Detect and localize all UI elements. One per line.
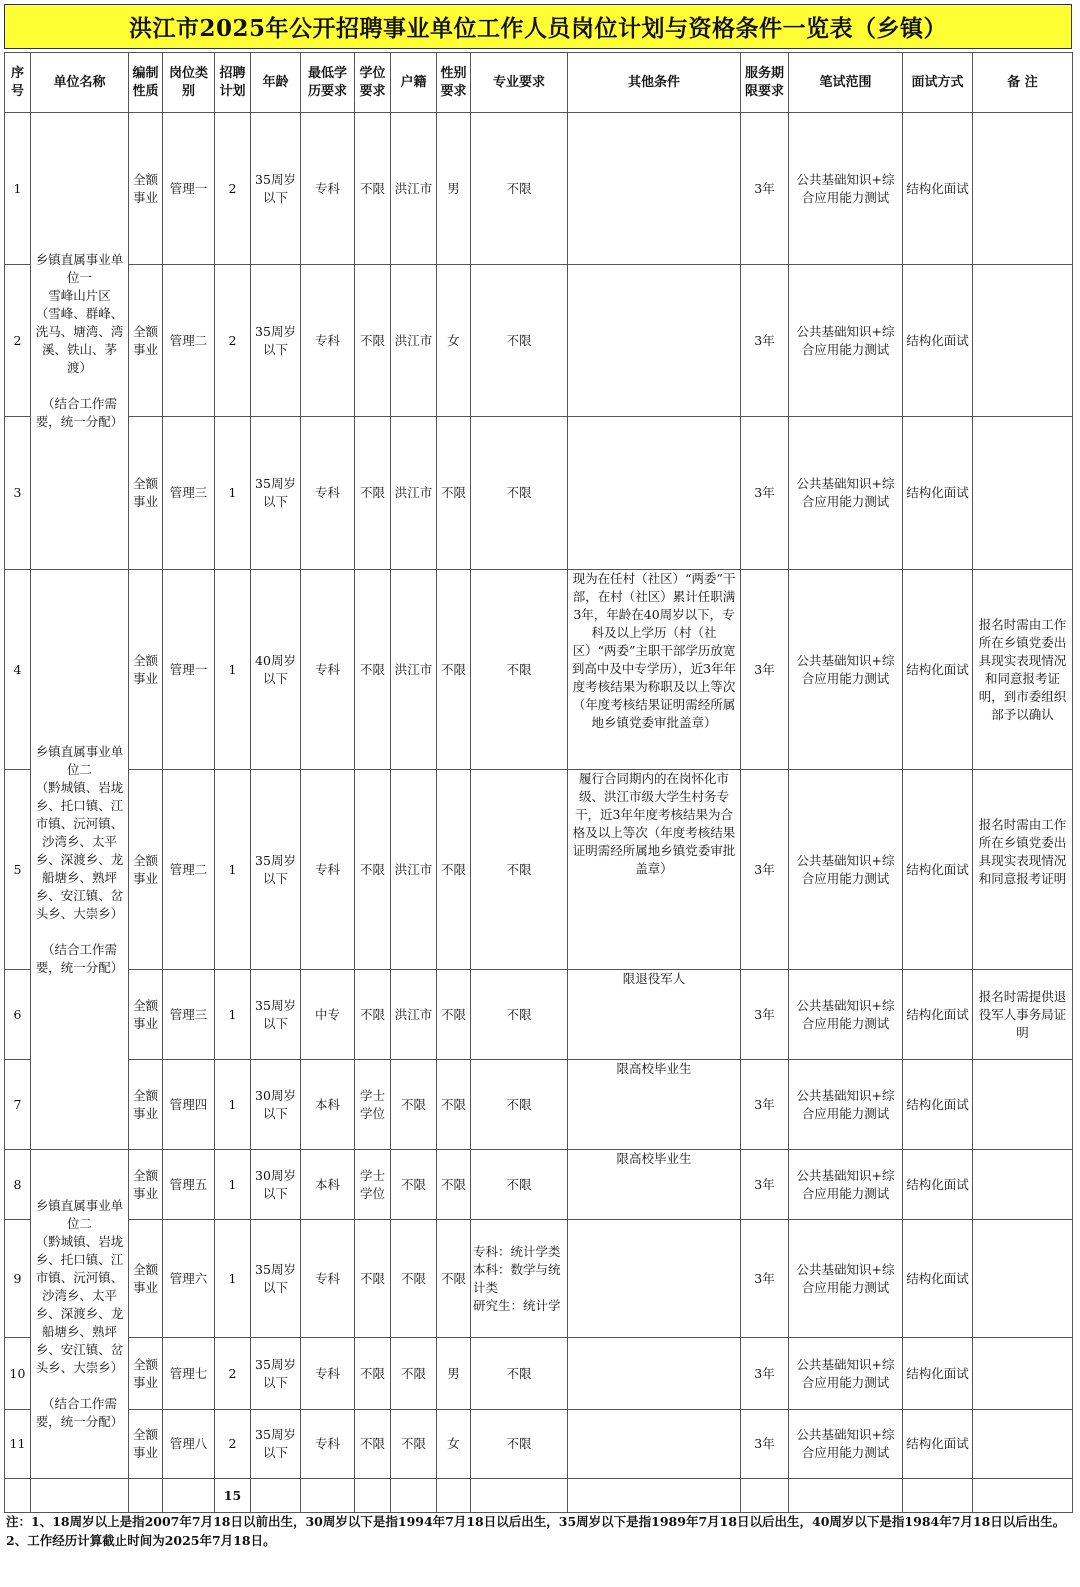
- cell-gender: 女: [437, 265, 471, 417]
- cell-degree: 不限: [355, 265, 391, 417]
- header-row: [5, 53, 1073, 113]
- cell-huji: 洪江市: [391, 970, 437, 1060]
- cell-nature: 全额事业: [129, 417, 163, 570]
- table-row: [5, 1338, 1073, 1410]
- cell-edu: 专科: [301, 417, 355, 570]
- cell-age: 40周岁以下: [251, 570, 301, 770]
- cell-major: 不限: [471, 1410, 568, 1479]
- cell-category: 管理五: [163, 1150, 215, 1220]
- cell-degree: 不限: [355, 1410, 391, 1479]
- cell-exam: 公共基础知识+综合应用能力测试: [789, 1060, 903, 1150]
- cell-other: [568, 113, 741, 265]
- cell-edu: 本科: [301, 1150, 355, 1220]
- cell-interview: 结构化面试: [903, 1338, 973, 1410]
- cell-gender: 不限: [437, 1060, 471, 1150]
- cell-remark: [973, 1338, 1073, 1410]
- cell-seq: 8: [5, 1150, 31, 1220]
- cell-degree: 不限: [355, 970, 391, 1060]
- cell-gender: 不限: [437, 970, 471, 1060]
- cell-degree: 不限: [355, 417, 391, 570]
- cell-edu: 专科: [301, 1410, 355, 1479]
- cell-degree: 不限: [355, 113, 391, 265]
- page-title: 洪江市2025年公开招聘事业单位工作人员岗位计划与资格条件一览表（乡镇）: [4, 4, 1072, 49]
- cell-huji: 不限: [391, 1150, 437, 1220]
- cell-seq: 5: [5, 770, 31, 970]
- cell-huji: 洪江市: [391, 417, 437, 570]
- header-degree: 学位要求: [355, 53, 391, 113]
- cell-interview: 结构化面试: [903, 1220, 973, 1338]
- cell-remark: 报名时需由工作所在乡镇党委出具现实表现情况和同意报考证明，到市委组织部予以确认: [973, 570, 1073, 770]
- header-edu: 最低学历要求: [301, 53, 355, 113]
- cell-major: 不限: [471, 570, 568, 770]
- cell-exam: 公共基础知识+综合应用能力测试: [789, 970, 903, 1060]
- cell-age: 35周岁以下: [251, 970, 301, 1060]
- cell-empty: [471, 1479, 568, 1513]
- cell-category: 管理四: [163, 1060, 215, 1150]
- cell-remark: [973, 1060, 1073, 1150]
- cell-unit-name: 乡镇直属事业单位二 （黔城镇、岩垅乡、托口镇、江市镇、沅河镇、沙湾乡、太平乡、深渡乡、龙船塘乡、熟坪乡、安江镇、岔头乡、大崇乡） （结合工作需要，统一分配）: [31, 1150, 129, 1479]
- cell-other: 限高校毕业生: [568, 1150, 741, 1220]
- cell-category: 管理八: [163, 1410, 215, 1479]
- cell-gender: 不限: [437, 770, 471, 970]
- cell-service: 3年: [741, 770, 789, 970]
- header-nature: 编制性质: [129, 53, 163, 113]
- cell-category: 管理三: [163, 970, 215, 1060]
- cell-plan: 2: [215, 113, 251, 265]
- cell-empty: [163, 1479, 215, 1513]
- cell-empty: [5, 1479, 31, 1513]
- cell-service: 3年: [741, 113, 789, 265]
- cell-edu: 专科: [301, 265, 355, 417]
- header-seq: 序号: [5, 53, 31, 113]
- cell-edu: 专科: [301, 1338, 355, 1410]
- cell-major: 不限: [471, 1060, 568, 1150]
- cell-exam: 公共基础知识+综合应用能力测试: [789, 1150, 903, 1220]
- cell-age: 35周岁以下: [251, 770, 301, 970]
- cell-huji: 不限: [391, 1220, 437, 1338]
- header-remark: 备 注: [973, 53, 1073, 113]
- cell-empty: [355, 1479, 391, 1513]
- cell-age: 35周岁以下: [251, 1220, 301, 1338]
- cell-other: [568, 1410, 741, 1479]
- cell-plan: 1: [215, 1220, 251, 1338]
- header-major: 专业要求: [471, 53, 568, 113]
- cell-remark: [973, 265, 1073, 417]
- cell-huji: 洪江市: [391, 770, 437, 970]
- cell-plan: 2: [215, 1410, 251, 1479]
- cell-seq: 6: [5, 970, 31, 1060]
- cell-nature: 全额事业: [129, 770, 163, 970]
- cell-nature: 全额事业: [129, 1220, 163, 1338]
- cell-other: [568, 265, 741, 417]
- cell-plan: 1: [215, 1150, 251, 1220]
- cell-unit-name: 乡镇直属事业单位一 雪峰山片区 （雪峰、群峰、洗马、塘湾、湾溪、铁山、茅渡） （结合工作需要，统一分配）: [31, 113, 129, 570]
- cell-major: 不限: [471, 1150, 568, 1220]
- header-plan: 招聘计划: [215, 53, 251, 113]
- cell-age: 30周岁以下: [251, 1150, 301, 1220]
- cell-other: [568, 1338, 741, 1410]
- cell-seq: 4: [5, 570, 31, 770]
- cell-edu: 中专: [301, 970, 355, 1060]
- cell-other: 现为在任村（社区）“两委”干部，在村（社区）累计任职满3年，年龄在40周岁以下，专科及以上学历（村（社区）“两委”主职干部学历放宽到高中及中专学历），近3年年度考核结果为称职及以上等次（年度考核结果证明需经所属地乡镇党委审批盖章）: [568, 570, 741, 770]
- cell-degree: 学士学位: [355, 1150, 391, 1220]
- cell-huji: 不限: [391, 1410, 437, 1479]
- cell-exam: 公共基础知识+综合应用能力测试: [789, 1220, 903, 1338]
- cell-gender: 女: [437, 1410, 471, 1479]
- cell-category: 管理一: [163, 570, 215, 770]
- cell-huji: 不限: [391, 1338, 437, 1410]
- cell-degree: 不限: [355, 1220, 391, 1338]
- cell-exam: 公共基础知识+综合应用能力测试: [789, 417, 903, 570]
- cell-service: 3年: [741, 1220, 789, 1338]
- cell-age: 35周岁以下: [251, 417, 301, 570]
- cell-gender: 男: [437, 1338, 471, 1410]
- recruitment-table: [4, 52, 1073, 1513]
- header-service: 服务期限要求: [741, 53, 789, 113]
- cell-service: 3年: [741, 570, 789, 770]
- cell-empty: [301, 1479, 355, 1513]
- cell-huji: 洪江市: [391, 265, 437, 417]
- total-row: [5, 1479, 1073, 1513]
- table-row: [5, 1220, 1073, 1338]
- header-category: 岗位类别: [163, 53, 215, 113]
- cell-other: [568, 1220, 741, 1338]
- cell-interview: 结构化面试: [903, 1060, 973, 1150]
- cell-interview: 结构化面试: [903, 1410, 973, 1479]
- cell-gender: 不限: [437, 417, 471, 570]
- cell-service: 3年: [741, 417, 789, 570]
- cell-service: 3年: [741, 265, 789, 417]
- cell-plan: 2: [215, 265, 251, 417]
- cell-other: 履行合同期内的在岗怀化市级、洪江市级大学生村务专干，近3年年度考核结果为合格及以上等次（年度考核结果证明需经所属地乡镇党委审批盖章）: [568, 770, 741, 970]
- cell-nature: 全额事业: [129, 1410, 163, 1479]
- cell-degree: 不限: [355, 770, 391, 970]
- table-row: [5, 265, 1073, 417]
- cell-plan: 1: [215, 770, 251, 970]
- cell-nature: 全额事业: [129, 1150, 163, 1220]
- table-row: [5, 770, 1073, 970]
- cell-gender: 不限: [437, 570, 471, 770]
- cell-remark: [973, 417, 1073, 570]
- cell-interview: 结构化面试: [903, 770, 973, 970]
- footnote-2: 2、工作经历计算截止时间为2025年7月18日。: [6, 1533, 276, 1548]
- cell-seq: 2: [5, 265, 31, 417]
- table-row: [5, 1150, 1073, 1220]
- cell-interview: 结构化面试: [903, 113, 973, 265]
- cell-major: 不限: [471, 113, 568, 265]
- cell-age: 35周岁以下: [251, 113, 301, 265]
- cell-category: 管理二: [163, 265, 215, 417]
- cell-remark: [973, 1410, 1073, 1479]
- cell-category: 管理六: [163, 1220, 215, 1338]
- cell-nature: 全额事业: [129, 570, 163, 770]
- cell-major: 专科：统计学类 本科：数学与统计类 研究生：统计学: [471, 1220, 568, 1338]
- cell-huji: 洪江市: [391, 113, 437, 265]
- table-row: [5, 417, 1073, 570]
- cell-service: 3年: [741, 1338, 789, 1410]
- cell-exam: 公共基础知识+综合应用能力测试: [789, 265, 903, 417]
- cell-category: 管理二: [163, 770, 215, 970]
- header-exam: 笔试范围: [789, 53, 903, 113]
- cell-service: 3年: [741, 1410, 789, 1479]
- cell-empty: [903, 1479, 973, 1513]
- table-row: [5, 970, 1073, 1060]
- header-unit: 单位名称: [31, 53, 129, 113]
- footnotes: [4, 1512, 1070, 1550]
- cell-seq: 11: [5, 1410, 31, 1479]
- cell-seq: 10: [5, 1338, 31, 1410]
- cell-exam: 公共基础知识+综合应用能力测试: [789, 113, 903, 265]
- cell-nature: 全额事业: [129, 1060, 163, 1150]
- cell-remark: 报名时需提供退役军人事务局证明: [973, 970, 1073, 1060]
- cell-nature: 全额事业: [129, 265, 163, 417]
- cell-empty: [251, 1479, 301, 1513]
- cell-major: 不限: [471, 770, 568, 970]
- cell-plan: 1: [215, 570, 251, 770]
- cell-age: 35周岁以下: [251, 1410, 301, 1479]
- cell-empty: [31, 1479, 129, 1513]
- cell-category: 管理七: [163, 1338, 215, 1410]
- header-other: 其他条件: [568, 53, 741, 113]
- cell-plan: 1: [215, 417, 251, 570]
- cell-edu: 本科: [301, 1060, 355, 1150]
- cell-gender: 男: [437, 113, 471, 265]
- cell-age: 35周岁以下: [251, 1338, 301, 1410]
- cell-empty: [741, 1479, 789, 1513]
- cell-category: 管理一: [163, 113, 215, 265]
- cell-nature: 全额事业: [129, 113, 163, 265]
- cell-nature: 全额事业: [129, 970, 163, 1060]
- cell-other: [568, 417, 741, 570]
- cell-remark: [973, 113, 1073, 265]
- cell-exam: 公共基础知识+综合应用能力测试: [789, 1338, 903, 1410]
- header-interview: 面试方式: [903, 53, 973, 113]
- cell-category: 管理三: [163, 417, 215, 570]
- cell-seq: 1: [5, 113, 31, 265]
- cell-major: 不限: [471, 417, 568, 570]
- cell-unit-name: 乡镇直属事业单位二 （黔城镇、岩垅乡、托口镇、江市镇、沅河镇、沙湾乡、太平乡、深渡乡、龙船塘乡、熟坪乡、安江镇、岔头乡、大崇乡） （结合工作需要，统一分配）: [31, 570, 129, 1150]
- cell-huji: 洪江市: [391, 570, 437, 770]
- cell-seq: 7: [5, 1060, 31, 1150]
- cell-seq: 9: [5, 1220, 31, 1338]
- cell-other: 限退役军人: [568, 970, 741, 1060]
- cell-empty: [973, 1479, 1073, 1513]
- cell-exam: 公共基础知识+综合应用能力测试: [789, 770, 903, 970]
- table-row: [5, 570, 1073, 770]
- cell-huji: 不限: [391, 1060, 437, 1150]
- cell-degree: 不限: [355, 1338, 391, 1410]
- cell-major: 不限: [471, 1338, 568, 1410]
- header-gender: 性别要求: [437, 53, 471, 113]
- cell-exam: 公共基础知识+综合应用能力测试: [789, 570, 903, 770]
- cell-other: 限高校毕业生: [568, 1060, 741, 1150]
- cell-major: 不限: [471, 970, 568, 1060]
- cell-interview: 结构化面试: [903, 417, 973, 570]
- table-row: [5, 1060, 1073, 1150]
- cell-empty: [129, 1479, 163, 1513]
- cell-remark: [973, 1150, 1073, 1220]
- cell-gender: 不限: [437, 1220, 471, 1338]
- cell-plan: 1: [215, 1060, 251, 1150]
- cell-empty: [568, 1479, 741, 1513]
- cell-edu: 专科: [301, 570, 355, 770]
- cell-age: 30周岁以下: [251, 1060, 301, 1150]
- table-row: [5, 113, 1073, 265]
- cell-plan: 2: [215, 1338, 251, 1410]
- cell-service: 3年: [741, 970, 789, 1060]
- cell-interview: 结构化面试: [903, 970, 973, 1060]
- cell-edu: 专科: [301, 113, 355, 265]
- cell-nature: 全额事业: [129, 1338, 163, 1410]
- footnote-1: 注：1、18周岁以上是指2007年7月18日以前出生，30周岁以下是指1994年7月18日以后出生，35周岁以下是指1989年7月18日以后出生，40周岁以下是指1984年7月18日以后出生。: [6, 1514, 1066, 1529]
- cell-interview: 结构化面试: [903, 1150, 973, 1220]
- cell-remark: [973, 1220, 1073, 1338]
- cell-total-plan: 15: [215, 1479, 251, 1513]
- cell-exam: 公共基础知识+综合应用能力测试: [789, 1410, 903, 1479]
- cell-major: 不限: [471, 265, 568, 417]
- cell-plan: 1: [215, 970, 251, 1060]
- cell-empty: [789, 1479, 903, 1513]
- cell-empty: [437, 1479, 471, 1513]
- cell-age: 35周岁以下: [251, 265, 301, 417]
- cell-gender: 不限: [437, 1150, 471, 1220]
- header-huji: 户籍: [391, 53, 437, 113]
- header-age: 年龄: [251, 53, 301, 113]
- cell-interview: 结构化面试: [903, 265, 973, 417]
- cell-degree: 学士学位: [355, 1060, 391, 1150]
- cell-empty: [391, 1479, 437, 1513]
- table-row: [5, 1410, 1073, 1479]
- cell-degree: 不限: [355, 570, 391, 770]
- cell-remark: 报名时需由工作所在乡镇党委出具现实表现情况和同意报考证明: [973, 770, 1073, 970]
- cell-service: 3年: [741, 1150, 789, 1220]
- cell-edu: 专科: [301, 1220, 355, 1338]
- cell-service: 3年: [741, 1060, 789, 1150]
- cell-edu: 专科: [301, 770, 355, 970]
- cell-seq: 3: [5, 417, 31, 570]
- cell-interview: 结构化面试: [903, 570, 973, 770]
